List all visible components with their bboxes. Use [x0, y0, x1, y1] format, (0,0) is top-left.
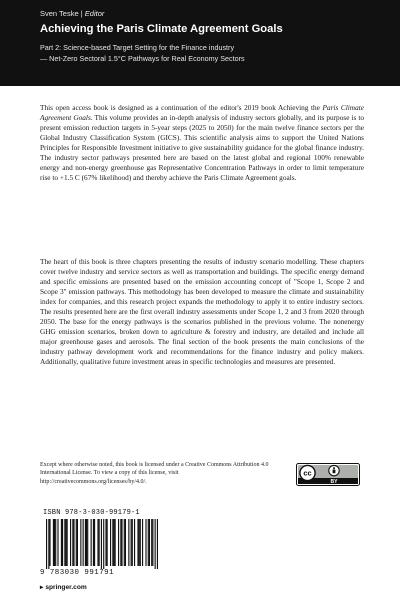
license-notice: Except where otherwise noted, this book is licensed under a Creative Commons Attribution 4.0 International License. To view a copy of this license, visit http://creativecommons.org/licenses/by/4.0/. [40, 462, 269, 485]
barcode-bar [128, 519, 129, 566]
barcode-bar [61, 519, 62, 566]
barcode-bar [97, 519, 98, 566]
p1-text-end: . This volume provides an in-depth analysis of industry sectors globally, and its purpose is to present emission reduction targets in 5-year steps (2025 to 2050) for the main twelve finance sectors per the Global Industry Classification System (GICS). This scientific analysis aims to support the United Nations Principles for Responsible Investment initiative to give sustainability guidance for the global finance industry. The industry sector pathways presented here are based on the latest global and regional 100% renewable energy and non-energy greenhouse gas Representative Concentration Pathways in order to limit temperature rise to +1.5 C (67% likelihood) and thereby achieve the Paris Climate Agreement goals. [40, 113, 365, 182]
header-band [0, 0, 400, 86]
arrow-right-icon: ▸ [40, 584, 44, 591]
barcode-bar [91, 519, 92, 566]
barcode-bar [70, 519, 71, 566]
barcode-bar [48, 519, 49, 569]
editor-line [40, 9, 104, 19]
barcode-bar [103, 519, 104, 569]
barcode-bar [110, 519, 111, 566]
barcode-bar [140, 519, 141, 566]
barcode-bar [99, 519, 100, 566]
barcode-bar [76, 519, 77, 566]
barcode-bar [101, 519, 102, 569]
barcode-bar [105, 519, 106, 566]
by-badge-text: BY [330, 479, 338, 486]
barcode-bar [155, 519, 156, 569]
barcode-bars [46, 519, 158, 569]
barcode-bar [46, 519, 47, 569]
editor-role: Editor [84, 9, 105, 18]
barcode-bar [134, 519, 135, 566]
barcode-digits: 9 783030 991791 [40, 569, 115, 577]
barcode-bar [121, 519, 122, 566]
book-subtitle [40, 42, 380, 64]
p1-italic-title: Paris Climate Agreement Goals [40, 103, 364, 122]
barcode-bar [115, 519, 116, 566]
barcode-bar [62, 519, 63, 566]
barcode-bar [64, 519, 65, 566]
barcode-bar [139, 519, 140, 566]
barcode-bar [142, 519, 143, 566]
book-title: Achieving the Paris Climate Agreement Goals [40, 23, 283, 35]
subtitle-line-2: — Net-Zero Sectoral 1.5°C Pathways for Real Economy Sectors [40, 54, 245, 63]
barcode-bar [145, 519, 146, 566]
barcode-bar [65, 519, 66, 566]
barcode-bar [67, 519, 68, 566]
barcode-bar [85, 519, 86, 566]
barcode-bar [149, 519, 150, 566]
barcode-bar [152, 519, 153, 566]
barcode-bar [93, 519, 94, 566]
barcode-bar [49, 519, 50, 566]
barcode-bar [148, 519, 149, 566]
barcode-bar [157, 519, 158, 569]
barcode-bar [132, 519, 133, 566]
barcode-bar [53, 519, 54, 566]
publisher-name: springer.com [45, 584, 87, 591]
barcode-bar [83, 519, 84, 566]
isbn-barcode [40, 508, 164, 579]
p1-text-start: This open access book is designed as a continuation of the editor's 2019 book Achieving the [40, 103, 323, 112]
barcode-bar [73, 519, 74, 566]
subtitle-line-1: Part 2: Science-based Target Setting for the Finance industry [40, 43, 235, 52]
creative-commons-icon [300, 465, 315, 480]
editor-name: Sven Teske [40, 9, 79, 18]
barcode-bar [77, 519, 78, 566]
editor-separator: | [80, 9, 83, 18]
barcode-bar [124, 519, 125, 566]
barcode-bar [113, 519, 114, 566]
barcode-bar [94, 519, 95, 566]
barcode-bar [107, 519, 108, 566]
description-paragraph-2: The heart of this book is three chapters presenting the results of industry scenario modelling. These chapters cover twelve industry and service sectors as well as transportation and buildings. The specific energy demand and specific emissions are presented based on the emission accounting concept of "Scope 1, Scope 2 and Scope 3" emission pathways. This methodology has been developed to measure the climate and sustainability index for companies, and this research project expands the methodology to apply it to entire industry sectors. The results presented here are the first overall industry assessments under Scope 1, 2 and 3 from 2020 through 2050. The base for the energy pathways is the scenarios published in the previous volume. The nonenergy GHG emission scenarios, broken down to agriculture & forestry and industry, are detailed and include all major greenhouse gases and aerosols. The final section of the book presents the main conclusions of the industry pathway development work and recommendations for the finance industry and policy makers. Additionally, qualitative future investment areas in specific technologies and measures are presented. [40, 257, 364, 366]
barcode-bar [72, 519, 73, 566]
barcode-bar [151, 519, 152, 566]
publisher-link[interactable] [40, 583, 87, 591]
barcode-bar [125, 519, 126, 566]
description-paragraph-1 [40, 103, 364, 183]
cc-by-license-badge [296, 463, 360, 491]
barcode-bar [112, 519, 113, 566]
barcode-bar [54, 519, 55, 566]
barcode-bar [87, 519, 88, 566]
barcode-bar [137, 519, 138, 566]
barcode-bar [80, 519, 81, 566]
barcode-bar [55, 519, 56, 566]
barcode-bar [118, 519, 119, 566]
barcode-bar [120, 519, 121, 566]
person-attribution-icon [329, 465, 339, 475]
barcode-bar [131, 519, 132, 566]
barcode-bar [86, 519, 87, 566]
barcode-bar [57, 519, 58, 566]
cc-badge-text: cc [303, 468, 312, 478]
isbn-label: ISBN 978-3-030-99179-1 [43, 509, 140, 517]
